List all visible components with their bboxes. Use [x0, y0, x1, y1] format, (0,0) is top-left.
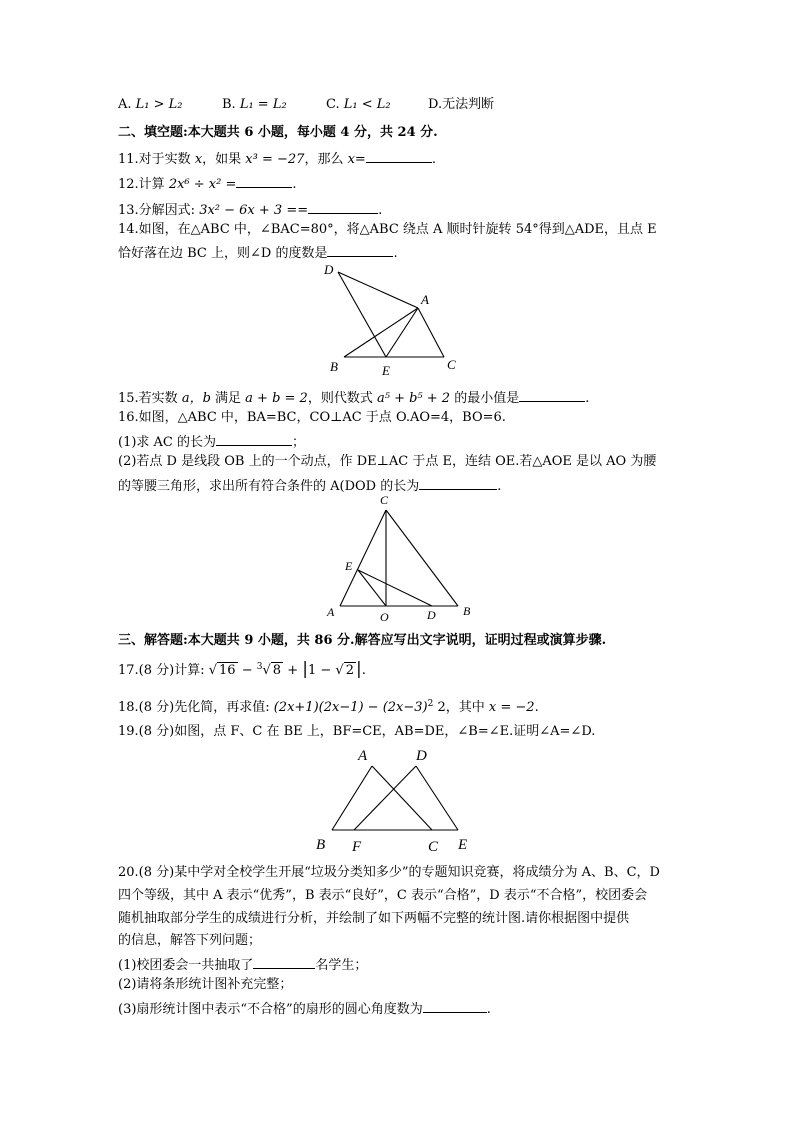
- q16-label-O: O: [380, 610, 389, 624]
- q14-label-C: C: [447, 357, 456, 372]
- q13-end: .: [378, 203, 383, 218]
- q13-prefix: 13.分解因式:: [118, 203, 200, 218]
- q20-part1-text-b: 名学生；: [315, 958, 368, 973]
- q16-part1-end: ；: [292, 435, 306, 450]
- q19-label-A: A: [358, 748, 368, 764]
- q20-part1-text-a: (1)校团委会一共抽取了: [118, 958, 254, 973]
- q17-abs-right: |: [355, 659, 362, 679]
- q14-edge-DA: [338, 272, 418, 308]
- q16-label-A: A: [327, 605, 335, 619]
- q17-prefix: 17.(8 分)计算:: [118, 663, 209, 678]
- q15-mid2: ，则代数式: [307, 391, 377, 406]
- q11-suffix-eq: =: [354, 152, 366, 167]
- q17-term1: 16: [219, 663, 236, 678]
- option-c-expr: L₁ < L₂: [343, 97, 391, 112]
- question-11: [118, 148, 436, 169]
- q15-prefix: 15.若实数: [118, 391, 182, 406]
- q20-part3-text: (3)扇形统计图中表示“不合格”的扇形的圆心角度数为: [118, 1002, 423, 1017]
- q11-end: .: [431, 152, 436, 167]
- q11-prefix: 11.对于实数: [118, 152, 195, 167]
- q14-figure: [318, 262, 468, 382]
- q15-mid: 满足: [210, 391, 246, 406]
- option-b-expr: L₁ = L₂: [239, 97, 287, 112]
- q18-prefix: 18.(8 分)先化简，再求值:: [118, 700, 274, 715]
- option-c: [326, 96, 391, 114]
- q16-figure: [322, 494, 482, 626]
- q20-part3-blank[interactable]: [423, 998, 487, 1013]
- q17-sqrt-sign: √: [208, 663, 218, 678]
- q17-cbrt-sign: √: [262, 663, 271, 678]
- q16-label-C: C: [380, 493, 389, 507]
- question-16-part2-line1: (2)若点 D 是线段 OB 上的一个动点，作 DE⊥AC 于点 E，连结 OE.若△AOE 是以 AO 为腰: [118, 454, 657, 469]
- question-20-line2: 四个等级，其中 A 表示“优秀”，B 表示“良好”，C 表示“合格”，D 表示“不合格”，校团委会: [118, 888, 648, 903]
- question-12: [118, 173, 297, 194]
- q17-abs-inner-a: 1 −: [307, 663, 336, 678]
- q13-expr: 3x² − 6x + 3 =: [199, 203, 298, 218]
- q16-label-E: E: [345, 559, 353, 573]
- option-d-label: D.无法判断: [428, 97, 495, 112]
- option-a-prefix: A.: [118, 97, 132, 112]
- question-13: [118, 199, 382, 220]
- option-a-expr: L₁ > L₂: [135, 97, 183, 112]
- q13-answer-blank[interactable]: [308, 199, 378, 214]
- q17-op1: −: [237, 663, 257, 678]
- q14-answer-blank[interactable]: [327, 242, 393, 257]
- option-b: [222, 96, 287, 114]
- option-c-prefix: C.: [326, 97, 340, 112]
- q17-op2: +: [283, 663, 303, 678]
- q19-label-C: C: [428, 839, 439, 855]
- q11-mid: ，如果: [202, 152, 246, 167]
- question-16-part1: [118, 431, 305, 452]
- option-b-prefix: B.: [222, 97, 236, 112]
- question-19: 19.(8 分)如图，点 F、C 在 BE 上，BF=CE，AB=DE，∠B=∠E.证明∠A=∠D.: [118, 724, 596, 739]
- q19-label-B: B: [316, 837, 326, 853]
- q14-label-E: E: [382, 363, 390, 378]
- q15-expr: a⁵ + b⁵ + 2: [376, 391, 451, 406]
- question-20-part2: (2)请将条形统计图补充完整；: [118, 977, 293, 992]
- q18-value: x = −2: [488, 700, 535, 715]
- q14-line2-text: 恰好落在边 BC 上，则∠D 的度数是: [118, 246, 328, 261]
- q18-exp: 2: [427, 699, 434, 709]
- q11-suffix-var: x: [347, 152, 355, 167]
- q19-label-E: E: [458, 837, 468, 853]
- section2-title: 二、填空题:本大题共 6 小题，每小题 4 分，共 24 分.: [118, 125, 438, 140]
- q18-end: .: [534, 700, 539, 715]
- q19-edge-DF: [354, 766, 416, 830]
- q14-edge-BA: [344, 308, 418, 357]
- q11-var: x: [194, 152, 203, 167]
- q12-answer-blank[interactable]: [236, 173, 292, 188]
- q19-figure: [312, 744, 482, 856]
- q16-part1-text: (1)求 AC 的长为: [118, 435, 217, 450]
- q16-label-D: D: [427, 608, 436, 622]
- q16-edge-AC: [340, 510, 386, 606]
- q15-vars: a，b: [181, 391, 211, 406]
- option-d: [428, 96, 494, 114]
- q14-edge-DE: [338, 272, 386, 357]
- q16-label-B: B: [463, 604, 471, 618]
- q14-edge-AE: [386, 308, 418, 357]
- q17-abs-left: |: [302, 659, 308, 679]
- q17-abs-inner-b: 2: [345, 663, 354, 678]
- q11-answer-blank[interactable]: [366, 148, 432, 163]
- q17-term2: 8: [272, 663, 282, 678]
- q14-label-A: A: [421, 292, 429, 307]
- question-15: [118, 387, 589, 408]
- q14-end: .: [393, 246, 398, 261]
- q15-answer-blank[interactable]: [519, 387, 585, 402]
- q19-label-F: F: [352, 839, 362, 855]
- q20-part3-end: .: [486, 1002, 491, 1017]
- question-14-line2: [118, 242, 398, 263]
- q17-end: .: [361, 663, 366, 678]
- q15-cond: a + b = 2: [245, 391, 308, 406]
- q19-edge-BA: [332, 766, 372, 830]
- q11-suffix-pre: ，那么: [304, 152, 348, 167]
- question-17: [118, 658, 366, 680]
- q16-part2-line2-text: 的等腰三角形，求出所有符合条件的 A(DOD 的长为: [118, 479, 420, 494]
- question-20-line1: 20.(8 分)某中学对全校学生开展“垃圾分类知多少”的专题知识竞赛，将成绩分为 A、B、C，D: [118, 865, 660, 880]
- q16-edge-EO: [358, 570, 386, 606]
- q12-expr: 2x⁶ ÷ x² =: [168, 177, 237, 192]
- q16-part2-blank[interactable]: [419, 475, 497, 490]
- section3-title: 三、解答题:本大题共 9 小题，共 86 分.解答应写出文字说明，证明过程或演算步骤.: [118, 633, 607, 648]
- q14-label-B: B: [330, 359, 338, 374]
- q16-part1-blank[interactable]: [216, 431, 292, 446]
- question-16-line1: 16.如图，△ABC 中，BA=BC，CO⊥AC 于点 O.AO=4，BO=6.: [118, 410, 506, 425]
- q16-edge-CB: [386, 510, 458, 606]
- q19-edge-AC: [372, 766, 432, 830]
- q12-prefix: 12.计算: [118, 177, 169, 192]
- q17-sqrt2-sign: √: [335, 663, 344, 678]
- q14-edge-AC: [418, 308, 444, 357]
- q16-edge-ED: [358, 570, 432, 606]
- q15-suffix: 的最小值是: [450, 391, 520, 406]
- question-18: [118, 695, 539, 717]
- q18-tail: 2，其中: [433, 700, 489, 715]
- q19-label-D: D: [416, 748, 427, 764]
- question-16-part2-line2: [118, 475, 501, 496]
- q14-label-D: D: [324, 262, 334, 277]
- question-14-line1: 14.如图，在△ABC 中，∠BAC=80°，将△ABC 绕点 A 顺时针旋转 54°得到△ADE，且点 E: [118, 222, 657, 237]
- question-20-part1: [118, 954, 367, 975]
- q12-end: .: [292, 177, 297, 192]
- question-20-line4: 的信息，解答下列问题；: [118, 933, 262, 948]
- q16-part2-end: .: [497, 479, 502, 494]
- q20-part1-blank[interactable]: [253, 954, 315, 969]
- q11-expr: x³ = −27: [245, 152, 305, 167]
- question-20-line3: 随机抽取部分学生的成绩进行分析，并绘制了如下两幅不完整的统计图.请你根据图中提供: [118, 911, 630, 926]
- q17-root-index: 3: [256, 662, 263, 672]
- q18-expr: (2x+1)(2x−1) − (2x−3): [273, 700, 428, 715]
- q15-end: .: [585, 391, 590, 406]
- option-a: [118, 96, 183, 114]
- question-20-part3: [118, 998, 491, 1019]
- q13-extra: =: [297, 203, 309, 218]
